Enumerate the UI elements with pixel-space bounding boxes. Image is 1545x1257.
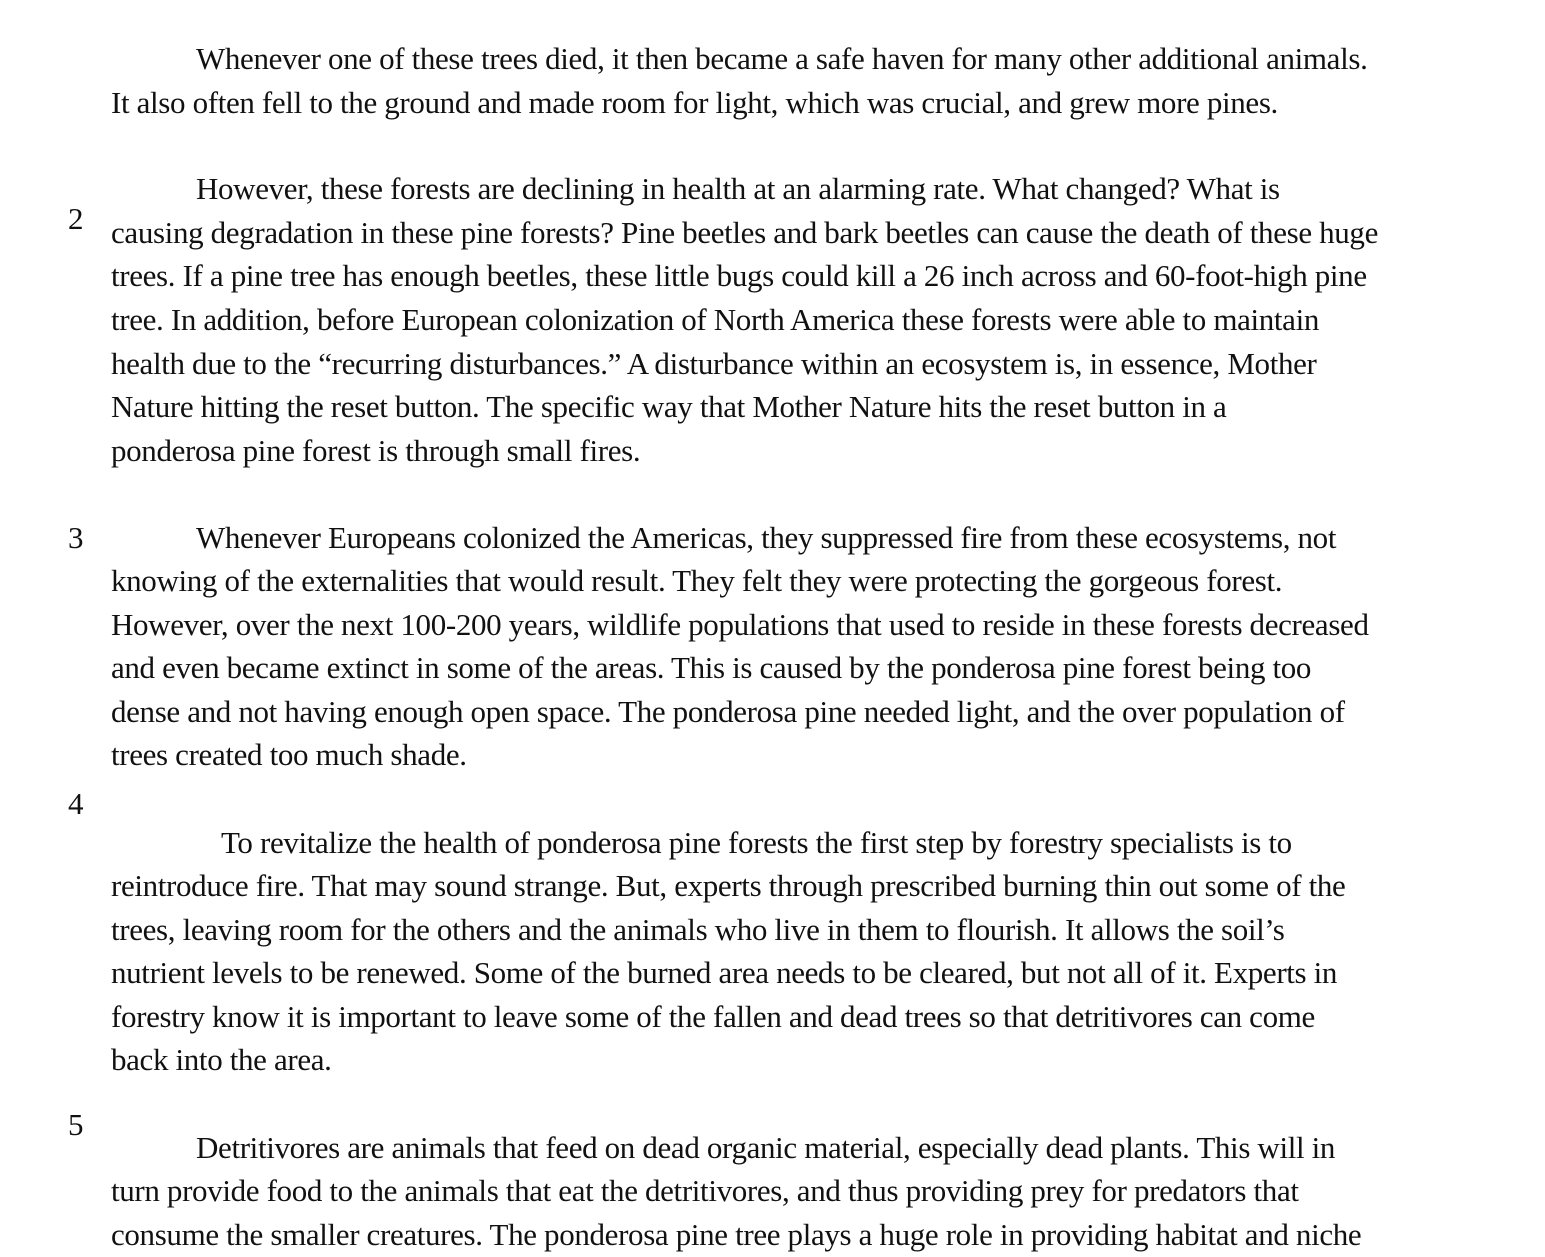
text-line: causing degradation in these pine forests? Pine beetles and bark beetles can cause the death of these huge: [111, 215, 1378, 250]
text-line: knowing of the externalities that would result. They felt they were protecting the gorgeous forest.: [111, 563, 1283, 598]
paragraph-number: 3: [68, 520, 84, 555]
paragraph-number: 5: [68, 1107, 84, 1142]
text-line: trees. If a pine tree has enough beetles, these little bugs could kill a 26 inch across and 60-foot-high pine: [111, 258, 1367, 293]
text-line: trees created too much shade.: [111, 737, 467, 772]
text-line: dense and not having enough open space. The ponderosa pine needed light, and the over population of: [111, 694, 1345, 729]
text-line: tree. In addition, before European colonization of North America these forests were able to maintain: [111, 302, 1319, 337]
text-line: consume the smaller creatures. The ponderosa pine tree plays a huge role in providing habitat and niche: [111, 1217, 1362, 1252]
text-line: Detritivores are animals that feed on dead organic material, especially dead plants. This will in: [196, 1130, 1336, 1165]
text-line: ponderosa pine forest is through small fires.: [111, 433, 641, 468]
text-line: trees, leaving room for the others and the animals who live in them to flourish. It allows the soil’s: [111, 912, 1285, 947]
text-line: back into the area.: [111, 1042, 332, 1077]
text-line: It also often fell to the ground and made room for light, which was crucial, and grew more pines.: [111, 85, 1278, 120]
text-line: Whenever one of these trees died, it then became a safe haven for many other additional animals.: [196, 41, 1368, 76]
text-line: However, these forests are declining in health at an alarming rate. What changed? What is: [196, 171, 1280, 206]
text-line: Nature hitting the reset button. The specific way that Mother Nature hits the reset button in a: [111, 389, 1227, 424]
paragraph-number: 4: [68, 786, 84, 821]
paragraph-number: 2: [68, 201, 84, 236]
text-line: However, over the next 100-200 years, wildlife populations that used to reside in these forests decreased: [111, 607, 1369, 642]
text-line: Whenever Europeans colonized the Americas, they suppressed fire from these ecosystems, not: [196, 520, 1337, 555]
text-line: To revitalize the health of ponderosa pine forests the first step by forestry specialists is to: [221, 825, 1292, 860]
text-line: health due to the “recurring disturbances.” A disturbance within an ecosystem is, in essence, Mother: [111, 346, 1317, 381]
text-line: forestry know it is important to leave some of the fallen and dead trees so that detritivores can come: [111, 999, 1315, 1034]
text-line: nutrient levels to be renewed. Some of the burned area needs to be cleared, but not all of it. Experts in: [111, 955, 1338, 990]
text-line: and even became extinct in some of the areas. This is caused by the ponderosa pine forest being too: [111, 650, 1312, 685]
text-line: turn provide food to the animals that eat the detritivores, and thus providing prey for predators that: [111, 1173, 1299, 1208]
text-line: reintroduce fire. That may sound strange. But, experts through prescribed burning thin out some of the: [111, 868, 1346, 903]
